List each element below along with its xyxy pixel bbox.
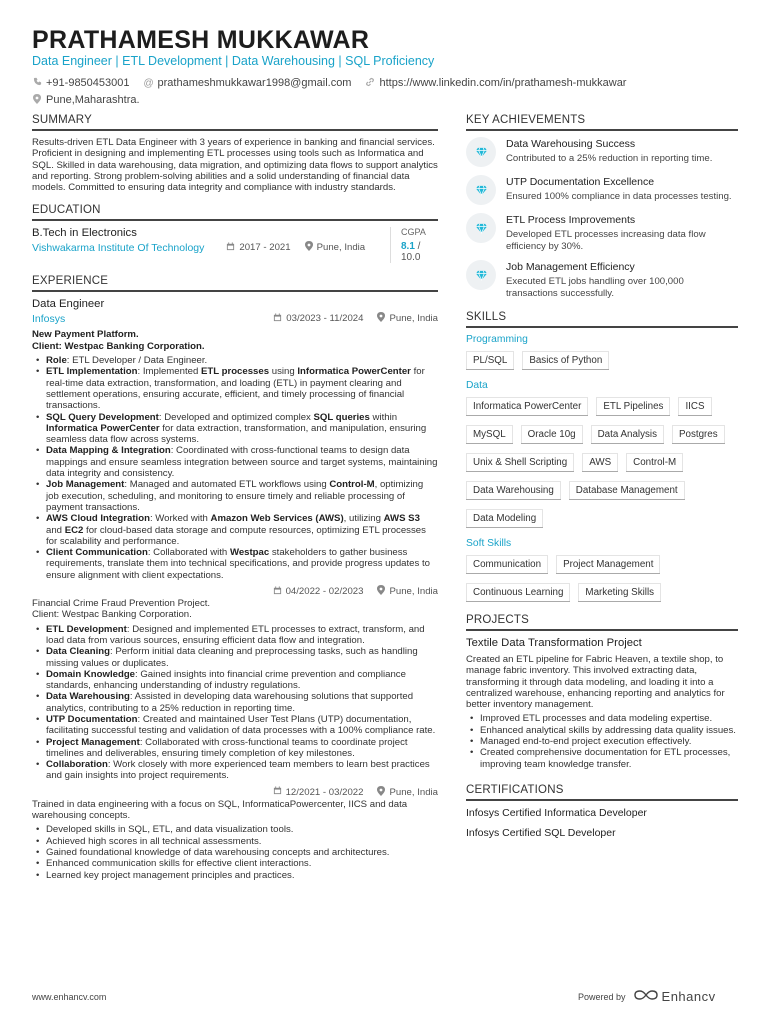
list-item: • Role: ETL Developer / Data Engineer. bbox=[32, 355, 438, 366]
job-location: Pune, India bbox=[377, 312, 438, 325]
skill-tag: Basics of Python bbox=[522, 351, 609, 370]
location-pin-icon bbox=[377, 312, 385, 325]
diamond-icon bbox=[466, 137, 496, 167]
project-bullets bbox=[32, 355, 438, 581]
education-entry bbox=[32, 227, 438, 263]
email-contact[interactable] bbox=[144, 77, 352, 89]
skill-tag: ETL Pipelines bbox=[596, 397, 670, 416]
achievement-title: ETL Process Improvements bbox=[506, 214, 636, 226]
skill-tag: Database Management bbox=[569, 481, 685, 500]
headline: Data Engineer | ETL Development | Data Warehousing | SQL Proficiency bbox=[32, 54, 435, 68]
list-item: • Created comprehensive documentation for ETL processes, improving team knowledge transfer. bbox=[466, 747, 738, 770]
list-item: • Data Warehousing: Assisted in developing data warehousing solutions that supported analytics, contributing to a 25% reduction in reporting time. bbox=[32, 691, 438, 714]
project-name: New Payment Platform. bbox=[32, 329, 139, 341]
calendar-icon bbox=[273, 786, 282, 798]
achievements-heading: KEY ACHIEVEMENTS bbox=[466, 114, 738, 131]
list-item: • Improved ETL processes and data modeling expertise. bbox=[466, 713, 738, 724]
contact-info bbox=[32, 76, 626, 110]
skill-group-label: Programming bbox=[466, 334, 528, 345]
gpa-max: / 10.0 bbox=[401, 241, 421, 264]
education-period: 2017 - 2021 bbox=[226, 242, 290, 254]
job-period: 12/2021 - 03/2022 bbox=[273, 786, 364, 798]
list-item: • AWS Cloud Integration: Worked with Amazon Web Services (AWS), utilizing AWS S3 and EC2 for cloud-based data storage and compute resources, optimizing ETL processes for scalability and performance. bbox=[32, 513, 438, 547]
linkedin-text: https://www.linkedin.com/in/prathamesh-mukkawar bbox=[379, 77, 627, 89]
project-description: Created an ETL pipeline for Fabric Heaven, a textile shop, to manage fabric inventory. This involved extracting data, transforming it through data modeling, and loading it into a centralized warehouse, enhancing reporting and analytics for better inventory management. bbox=[466, 654, 725, 711]
at-icon: @ bbox=[143, 77, 154, 89]
left-column bbox=[32, 114, 438, 881]
skill-tag: IICS bbox=[678, 397, 711, 416]
company-name: Infosys bbox=[32, 312, 66, 325]
training-intro: Trained in data engineering with a focus on SQL, InformaticaPowercenter, IICS and data warehousing concepts. bbox=[32, 798, 408, 822]
education-location: Pune, India bbox=[305, 241, 366, 254]
achievement-item bbox=[466, 175, 738, 205]
skill-tag: AWS bbox=[582, 453, 618, 472]
calendar-icon bbox=[273, 586, 282, 598]
location-pin-icon bbox=[377, 585, 385, 598]
skills-heading: SKILLS bbox=[466, 311, 738, 328]
skill-tag: Postgres bbox=[672, 425, 725, 444]
gpa-label: CGPA bbox=[401, 227, 426, 238]
list-item: • Collaboration: Work closely with more experienced team members to learn best practices and gain insights into project requirements. bbox=[32, 759, 438, 782]
skill-tag: Communication bbox=[466, 555, 548, 574]
training-bullets bbox=[32, 824, 438, 880]
right-column bbox=[466, 114, 738, 847]
skill-tag: Oracle 10g bbox=[521, 425, 583, 444]
achievement-desc: Executed ETL jobs handling over 100,000 transactions successfully. bbox=[506, 276, 684, 299]
list-item: • Learned key project management principles and practices. bbox=[32, 870, 438, 881]
phone-icon bbox=[32, 77, 42, 89]
diamond-icon bbox=[466, 213, 496, 243]
location-pin-icon bbox=[305, 241, 313, 254]
projects-heading: PROJECTS bbox=[466, 614, 738, 631]
achievement-desc: Contributed to a 25% reduction in reporting time. bbox=[506, 153, 713, 164]
achievement-title: Job Management Efficiency bbox=[506, 261, 635, 273]
job-location: Pune, India bbox=[377, 585, 438, 598]
footer-branding bbox=[578, 989, 716, 1004]
skill-tag: Unix & Shell Scripting bbox=[466, 453, 574, 472]
linkedin-contact[interactable] bbox=[365, 77, 626, 90]
achievement-item bbox=[466, 213, 738, 252]
skill-tag: Continuous Learning bbox=[466, 583, 570, 602]
job-location: Pune, India bbox=[377, 786, 438, 799]
certifications-heading: CERTIFICATIONS bbox=[466, 784, 738, 801]
candidate-name: PRATHAMESH MUKKAWAR bbox=[32, 26, 370, 54]
skill-tag: MySQL bbox=[466, 425, 513, 444]
skill-tag: Project Management bbox=[556, 555, 660, 574]
skill-tag: Data Warehousing bbox=[466, 481, 561, 500]
programming-tags bbox=[466, 351, 738, 370]
phone-text: +91-9850453001 bbox=[46, 77, 130, 89]
list-item: • Developed skills in SQL, ETL, and data visualization tools. bbox=[32, 824, 438, 835]
calendar-icon bbox=[226, 242, 235, 254]
phone-contact[interactable] bbox=[32, 77, 130, 89]
achievement-desc: Developed ETL processes increasing data flow efficiency by 30%. bbox=[506, 229, 706, 252]
enhancv-logo[interactable]: Enhancv bbox=[634, 989, 716, 1004]
project-client: Client: Westpac Banking Corporation. bbox=[32, 340, 205, 352]
project-bullets bbox=[466, 713, 738, 769]
project-name: Financial Crime Fraud Prevention Project. bbox=[32, 598, 211, 610]
achievement-item bbox=[466, 260, 738, 299]
list-item: • Data Mapping & Integration: Coordinated with cross-functional teams to design data mappings and ensure seamless integration between source and target systems, maintaining data integrity and consistency. bbox=[32, 445, 438, 479]
skill-tag: Data Modeling bbox=[466, 509, 543, 528]
job-period: 03/2023 - 11/2024 bbox=[273, 313, 363, 325]
project-bullets bbox=[32, 624, 438, 782]
job-title: Data Engineer bbox=[32, 298, 105, 311]
gpa-block bbox=[390, 227, 438, 263]
diamond-icon bbox=[466, 175, 496, 205]
list-item: • ETL Development: Designed and implemented ETL processes to extract, transform, and load data from various sources, ensuring efficient data flow and integration. bbox=[32, 624, 438, 647]
achievement-desc: Ensured 100% compliance in data processes testing. bbox=[506, 191, 732, 202]
list-item: • Domain Knowledge: Gained insights into financial crime prevention and compliance standards, enhancing understanding of industry regulations. bbox=[32, 669, 438, 692]
project-title: Textile Data Transformation Project bbox=[466, 637, 642, 649]
data-tags bbox=[466, 397, 738, 528]
skill-tag: Marketing Skills bbox=[578, 583, 661, 602]
achievement-item bbox=[466, 137, 738, 167]
gpa-value: 8.1 bbox=[401, 241, 415, 253]
list-item: • Data Cleaning: Perform initial data cleaning and preprocessing tasks, such as handling missing values or duplicates. bbox=[32, 646, 438, 669]
soft-skill-tags bbox=[466, 555, 738, 602]
skill-tag: Informatica PowerCenter bbox=[466, 397, 588, 416]
list-item: • UTP Documentation: Created and maintained User Test Plans (UTP) documentation, facilitating successful testing and validation of data processes with a 100% compliance rate. bbox=[32, 714, 438, 737]
powered-by-text: Powered by bbox=[578, 991, 626, 1002]
list-item: • Enhanced communication skills for effective client interactions. bbox=[32, 858, 438, 869]
list-item: • Project Management: Collaborated with cross-functional teams to coordinate project timelines and deliverables, ensuring timely completion of key milestones. bbox=[32, 737, 438, 760]
infinity-icon bbox=[634, 989, 658, 1004]
list-item: • Gained foundational knowledge of data warehousing concepts and architectures. bbox=[32, 847, 438, 858]
skill-tag: PL/SQL bbox=[466, 351, 514, 370]
list-item: • Enhanced analytical skills by addressing data quality issues. bbox=[466, 725, 738, 736]
skill-group-label: Data bbox=[466, 380, 488, 391]
location-text: Pune,Maharashtra. bbox=[46, 94, 140, 106]
skill-group-label: Soft Skills bbox=[466, 538, 512, 549]
diamond-icon bbox=[466, 260, 496, 290]
summary-heading: SUMMARY bbox=[32, 114, 438, 131]
location-pin-icon bbox=[32, 94, 42, 107]
degree: B.Tech in Electronics bbox=[32, 227, 137, 240]
achievement-title: UTP Documentation Excellence bbox=[506, 176, 655, 188]
achievement-title: Data Warehousing Success bbox=[506, 138, 636, 150]
education-heading: EDUCATION bbox=[32, 204, 438, 221]
list-item: • SQL Query Development: Developed and optimized complex SQL queries within Informatica PowerCenter for data extraction, transformation, and manipulation, ensuring seamless data flow across systems. bbox=[32, 412, 438, 446]
link-icon bbox=[365, 77, 375, 90]
school-name: Vishwakarma Institute Of Technology bbox=[32, 241, 205, 254]
summary-text: Results-driven ETL Data Engineer with 3 years of experience in banking and financial services. Proficient in designing and implementing ETL processes using tools such as Informatica and SQL. Skilled in data warehousing, data migration, and optimizing data flows to support analytics and reporting. Strong problem-solving abilities and a solid understanding of financial data models. Committed to ensuring data integrity and compliance with industry standards. bbox=[32, 137, 438, 194]
footer-website[interactable]: www.enhancv.com bbox=[32, 992, 107, 1002]
skill-tag: Data Analysis bbox=[591, 425, 664, 444]
certification-item: Infosys Certified SQL Developer bbox=[466, 826, 616, 839]
experience-heading: EXPERIENCE bbox=[32, 275, 438, 292]
location-pin-icon bbox=[377, 786, 385, 799]
calendar-icon bbox=[273, 313, 282, 325]
list-item: • Client Communication: Collaborated with Westpac stakeholders to gather business requirements, translate them into technical specifications, and provide progress updates to ensure alignment with client expectations. bbox=[32, 547, 438, 581]
list-item: • Achieved high scores in all technical assessments. bbox=[32, 836, 438, 847]
list-item: • ETL Implementation: Implemented ETL processes using Informatica PowerCenter for real-time data extraction, transformation, and loading (ETL) in payment clearing and settlement operations, ensuring accurate, efficient, and timely processing of financial transactions. bbox=[32, 366, 438, 411]
project-client: Client: Westpac Banking Corporation. bbox=[32, 609, 192, 621]
skill-tag: Control-M bbox=[626, 453, 683, 472]
list-item: • Job Management: Managed and automated ETL workflows using Control-M, optimizing job execution, scheduling, and monitoring to ensure timely and reliable processing of payment transactions. bbox=[32, 479, 438, 513]
location-contact bbox=[32, 94, 140, 107]
list-item: • Managed end-to-end project execution effectively. bbox=[466, 736, 738, 747]
job-period: 04/2022 - 02/2023 bbox=[273, 586, 364, 598]
certification-item: Infosys Certified Informatica Developer bbox=[466, 806, 647, 819]
email-text: prathameshmukkawar1998@gmail.com bbox=[157, 77, 352, 89]
